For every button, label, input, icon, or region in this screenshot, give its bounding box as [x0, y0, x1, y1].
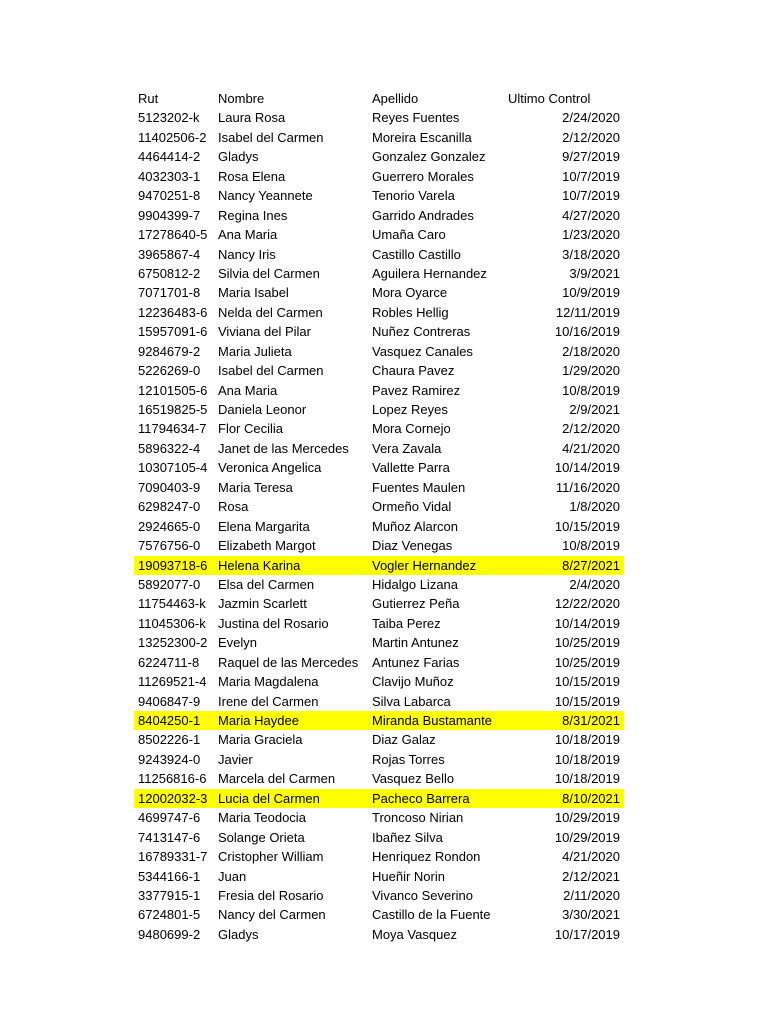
cell-apellido: Antunez Farias	[372, 654, 460, 670]
table-row	[134, 458, 624, 477]
cell-rut: 4464414-2	[138, 149, 201, 165]
cell-apellido: Moreira Escanilla	[372, 129, 472, 145]
cell-nombre: Raquel de las Mercedes	[218, 654, 359, 670]
cell-rut: 5896322-4	[138, 440, 201, 456]
cell-nombre: Nancy del Carmen	[218, 907, 326, 923]
cell-apellido: Vallette Parra	[372, 460, 450, 476]
cell-ultimo-control: 10/9/2019	[562, 285, 620, 301]
cell-apellido: Silva Labarca	[372, 693, 451, 709]
cell-ultimo-control: 10/25/2019	[554, 654, 620, 670]
cell-rut: 8502226-1	[138, 732, 201, 748]
cell-ultimo-control: 2/18/2020	[562, 343, 620, 359]
cell-apellido: Vogler Hernandez	[372, 557, 477, 573]
cell-apellido: Diaz Venegas	[372, 538, 453, 554]
cell-rut: 7090403-9	[138, 479, 201, 495]
cell-apellido: Umaña Caro	[372, 227, 446, 243]
cell-ultimo-control: 4/21/2020	[562, 849, 620, 865]
spreadsheet-table	[134, 89, 624, 944]
cell-rut: 6298247-0	[138, 499, 201, 515]
cell-apellido: Reyes Fuentes	[372, 110, 460, 126]
table-body	[134, 108, 624, 944]
cell-nombre: Cristopher William	[218, 849, 324, 865]
table-row	[134, 808, 624, 827]
cell-nombre: Ana Maria	[218, 227, 278, 243]
cell-nombre: Maria Julieta	[218, 343, 292, 359]
table-row	[134, 575, 624, 594]
cell-rut: 11402506-2	[138, 129, 207, 145]
cell-nombre: Flor Cecilia	[218, 421, 284, 437]
table-row	[134, 536, 624, 555]
cell-apellido: Miranda Bustamante	[372, 713, 492, 728]
cell-apellido: Castillo Castillo	[372, 246, 461, 262]
cell-apellido: Guerrero Morales	[372, 168, 474, 184]
cell-rut: 7071701-8	[138, 285, 201, 301]
cell-rut: 9406847-9	[138, 693, 201, 709]
table-row	[134, 594, 624, 613]
table-row	[134, 497, 624, 516]
cell-rut: 12236483-6	[138, 304, 208, 320]
cell-ultimo-control: 10/18/2019	[554, 732, 620, 748]
cell-ultimo-control: 12/11/2019	[555, 304, 620, 320]
table-row	[134, 245, 624, 264]
header-apellido: Apellido	[372, 91, 419, 106]
cell-nombre: Elizabeth Margot	[218, 538, 316, 554]
cell-nombre: Nancy Iris	[218, 246, 276, 262]
cell-ultimo-control: 1/23/2020	[562, 227, 620, 243]
table-row	[134, 517, 624, 536]
cell-rut: 4699747-6	[138, 810, 201, 826]
cell-nombre: Veronica Angelica	[218, 460, 322, 476]
cell-nombre: Gladys	[218, 149, 259, 165]
table-row	[134, 381, 624, 400]
cell-ultimo-control: 11/16/2020	[555, 479, 620, 495]
cell-rut: 11754463-k	[138, 596, 206, 612]
cell-apellido: Hidalgo Lizana	[372, 576, 459, 592]
cell-ultimo-control: 10/17/2019	[554, 926, 620, 942]
cell-rut: 6224711-8	[138, 654, 200, 670]
cell-nombre: Evelyn	[218, 635, 258, 651]
cell-nombre: Ana Maria	[218, 382, 278, 398]
cell-apellido: Rojas Torres	[372, 751, 445, 767]
table-row	[134, 186, 624, 205]
header-ultimo-control: Ultimo Control	[508, 91, 591, 106]
cell-apellido: Vasquez Canales	[372, 343, 473, 359]
cell-nombre: Nelda del Carmen	[218, 304, 323, 320]
table-row	[134, 614, 624, 633]
cell-ultimo-control: 10/8/2019	[562, 538, 620, 554]
cell-nombre: Janet de las Mercedes	[218, 440, 349, 456]
cell-apellido: Martin Antunez	[372, 635, 459, 651]
cell-apellido: Fuentes Maulen	[372, 479, 466, 495]
cell-nombre: Helena Karina	[218, 557, 301, 573]
table-row	[134, 147, 624, 166]
cell-apellido: Vasquez Bello	[372, 771, 455, 787]
table-row	[134, 905, 624, 924]
cell-rut: 16519825-5	[138, 402, 208, 417]
cell-rut: 9243924-0	[138, 751, 201, 767]
cell-rut: 11794634-7	[138, 421, 207, 437]
table-row	[134, 750, 624, 769]
cell-rut: 7576756-0	[138, 538, 201, 554]
table-row	[134, 730, 624, 749]
table-row	[134, 672, 624, 691]
cell-rut: 13252300-2	[138, 635, 208, 651]
cell-ultimo-control: 10/25/2019	[554, 635, 620, 651]
cell-nombre: Daniela Leonor	[218, 402, 307, 417]
cell-rut: 6750812-2	[138, 265, 201, 281]
cell-ultimo-control: 10/15/2019	[554, 674, 620, 690]
cell-ultimo-control: 1/8/2020	[569, 499, 620, 515]
cell-apellido: Gutierrez Peña	[372, 596, 460, 612]
cell-nombre: Isabel del Carmen	[218, 129, 324, 145]
table-row	[134, 167, 624, 186]
cell-nombre: Rosa	[218, 499, 249, 515]
cell-rut: 9284679-2	[138, 343, 201, 359]
cell-ultimo-control: 2/12/2021	[562, 868, 620, 884]
cell-rut: 5892077-0	[138, 576, 201, 592]
cell-nombre: Isabel del Carmen	[218, 363, 324, 379]
cell-nombre: Juan	[218, 868, 247, 884]
cell-rut: 12002032-3	[138, 790, 208, 806]
table-row	[134, 128, 624, 147]
table-row	[134, 206, 624, 225]
cell-apellido: Tenorio Varela	[372, 188, 455, 204]
cell-ultimo-control: 10/18/2019	[554, 751, 620, 767]
cell-apellido: Robles Hellig	[372, 304, 449, 320]
cell-apellido: Chaura Pavez	[372, 363, 455, 379]
table-row	[134, 769, 624, 788]
cell-rut: 11269521-4	[138, 674, 207, 690]
cell-apellido: Gonzalez Gonzalez	[372, 149, 486, 165]
cell-rut: 11256816-6	[138, 771, 207, 787]
cell-apellido: Lopez Reyes	[372, 402, 448, 417]
table-row	[134, 828, 624, 847]
cell-ultimo-control: 1/29/2020	[562, 363, 620, 379]
table-row	[134, 264, 624, 283]
cell-ultimo-control: 2/9/2021	[569, 402, 620, 417]
cell-ultimo-control: 10/14/2019	[554, 460, 620, 476]
header-row	[134, 89, 624, 108]
cell-nombre: Silvia del Carmen	[218, 265, 320, 281]
cell-nombre: Javier	[218, 751, 253, 767]
cell-ultimo-control: 3/18/2020	[562, 246, 620, 262]
cell-rut: 17278640-5	[138, 227, 208, 243]
cell-rut: 19093718-6	[138, 557, 208, 573]
cell-rut: 5226269-0	[138, 363, 201, 379]
cell-nombre: Elena Margarita	[218, 518, 310, 534]
cell-ultimo-control: 8/10/2021	[562, 790, 620, 806]
cell-ultimo-control: 10/16/2019	[554, 324, 620, 340]
cell-nombre: Viviana del Pilar	[218, 324, 311, 340]
table-row	[134, 886, 624, 905]
cell-apellido: Castillo de la Fuente	[372, 907, 491, 923]
cell-ultimo-control: 2/24/2020	[562, 110, 620, 126]
table-row	[134, 361, 624, 380]
table-row	[134, 342, 624, 361]
cell-rut: 10307105-4	[138, 460, 208, 476]
cell-nombre: Maria Haydee	[218, 713, 299, 728]
table-row	[134, 711, 624, 730]
cell-nombre: Maria Teresa	[218, 479, 293, 495]
table-row	[134, 653, 624, 672]
cell-nombre: Lucia del Carmen	[218, 790, 320, 806]
cell-ultimo-control: 4/27/2020	[562, 207, 620, 223]
header-rut: Rut	[138, 91, 159, 106]
cell-ultimo-control: 3/30/2021	[562, 907, 620, 923]
cell-nombre: Maria Teodocia	[218, 810, 306, 826]
cell-ultimo-control: 10/14/2019	[554, 615, 620, 631]
cell-ultimo-control: 8/31/2021	[562, 713, 620, 728]
cell-ultimo-control: 2/4/2020	[569, 576, 620, 592]
cell-rut: 5123202-k	[138, 110, 200, 126]
cell-apellido: Pacheco Barrera	[372, 790, 470, 806]
cell-apellido: Moya Vasquez	[372, 926, 458, 942]
table-row	[134, 303, 624, 322]
cell-ultimo-control: 2/11/2020	[563, 887, 620, 903]
cell-nombre: Justina del Rosario	[218, 615, 329, 631]
cell-ultimo-control: 2/12/2020	[562, 421, 620, 437]
cell-apellido: Vera Zavala	[372, 440, 442, 456]
cell-ultimo-control: 10/7/2019	[562, 188, 620, 204]
cell-apellido: Diaz Galaz	[372, 732, 436, 748]
cell-ultimo-control: 10/7/2019	[562, 168, 620, 184]
cell-apellido: Ormeño Vidal	[372, 499, 452, 515]
cell-ultimo-control: 10/8/2019	[562, 382, 620, 398]
cell-nombre: Fresia del Rosario	[218, 887, 324, 903]
cell-apellido: Pavez Ramirez	[372, 382, 461, 398]
table-row	[134, 633, 624, 652]
table-row	[134, 419, 624, 438]
cell-apellido: Henriquez Rondon	[372, 849, 481, 865]
cell-apellido: Garrido Andrades	[372, 207, 474, 223]
cell-apellido: Clavijo Muñoz	[372, 674, 454, 690]
table-row	[134, 789, 624, 808]
cell-rut: 15957091-6	[138, 324, 208, 340]
cell-ultimo-control: 4/21/2020	[562, 440, 620, 456]
cell-ultimo-control: 10/15/2019	[554, 518, 620, 534]
cell-rut: 9470251-8	[138, 188, 201, 204]
cell-rut: 6724801-5	[138, 907, 201, 923]
cell-rut: 8404250-1	[138, 713, 201, 728]
cell-rut: 2924665-0	[138, 518, 201, 534]
cell-ultimo-control: 8/27/2021	[562, 557, 620, 573]
cell-nombre: Rosa Elena	[218, 168, 286, 184]
cell-ultimo-control: 10/29/2019	[554, 829, 620, 845]
header-nombre: Nombre	[218, 91, 265, 106]
cell-nombre: Laura Rosa	[218, 110, 286, 126]
table-row	[134, 225, 624, 244]
table-row	[134, 283, 624, 302]
cell-ultimo-control: 10/15/2019	[554, 693, 620, 709]
cell-apellido: Aguilera Hernandez	[372, 265, 487, 281]
cell-nombre: Maria Graciela	[218, 732, 303, 748]
cell-apellido: Muñoz Alarcon	[372, 518, 458, 534]
table-row	[134, 322, 624, 341]
cell-rut: 4032303-1	[138, 168, 201, 184]
table-row	[134, 847, 624, 866]
table-row	[134, 478, 624, 497]
cell-nombre: Jazmin Scarlett	[218, 596, 307, 612]
cell-apellido: Mora Oyarce	[372, 285, 448, 301]
cell-nombre: Nancy Yeannete	[218, 188, 313, 204]
cell-nombre: Regina Ines	[218, 207, 288, 223]
table-row	[134, 692, 624, 711]
table-row	[134, 867, 624, 886]
cell-apellido: Mora Cornejo	[372, 421, 451, 437]
table-row	[134, 925, 624, 944]
cell-nombre: Solange Orieta	[218, 829, 305, 845]
cell-rut: 9480699-2	[138, 926, 201, 942]
table-row	[134, 556, 624, 575]
cell-rut: 16789331-7	[138, 849, 208, 865]
cell-apellido: Nuñez Contreras	[372, 324, 471, 340]
cell-ultimo-control: 10/18/2019	[554, 771, 620, 787]
cell-apellido: Ibañez Silva	[372, 829, 443, 845]
cell-apellido: Troncoso Nirian	[372, 810, 464, 826]
cell-ultimo-control: 3/9/2021	[569, 265, 620, 281]
cell-ultimo-control: 12/22/2020	[554, 596, 620, 612]
cell-rut: 3965867-4	[138, 246, 201, 262]
cell-nombre: Irene del Carmen	[218, 693, 319, 709]
cell-ultimo-control: 10/29/2019	[554, 810, 620, 826]
cell-ultimo-control: 2/12/2020	[562, 129, 620, 145]
cell-rut: 5344166-1	[138, 868, 201, 884]
table-row	[134, 108, 624, 127]
cell-nombre: Gladys	[218, 926, 259, 942]
cell-nombre: Elsa del Carmen	[218, 576, 315, 592]
table-row	[134, 439, 624, 458]
cell-nombre: Marcela del Carmen	[218, 771, 336, 787]
table-row	[134, 400, 624, 419]
cell-apellido: Vivanco Severino	[372, 887, 473, 903]
cell-rut: 3377915-1	[138, 887, 201, 903]
cell-rut: 9904399-7	[138, 207, 201, 223]
cell-rut: 11045306-k	[138, 615, 206, 631]
cell-rut: 7413147-6	[138, 829, 201, 845]
cell-apellido: Taiba Perez	[372, 615, 441, 631]
cell-rut: 12101505-6	[138, 382, 208, 398]
cell-ultimo-control: 9/27/2019	[562, 149, 620, 165]
cell-nombre: Maria Magdalena	[218, 674, 319, 690]
cell-apellido: Hueñir Norin	[372, 868, 445, 884]
cell-nombre: Maria Isabel	[218, 285, 289, 301]
